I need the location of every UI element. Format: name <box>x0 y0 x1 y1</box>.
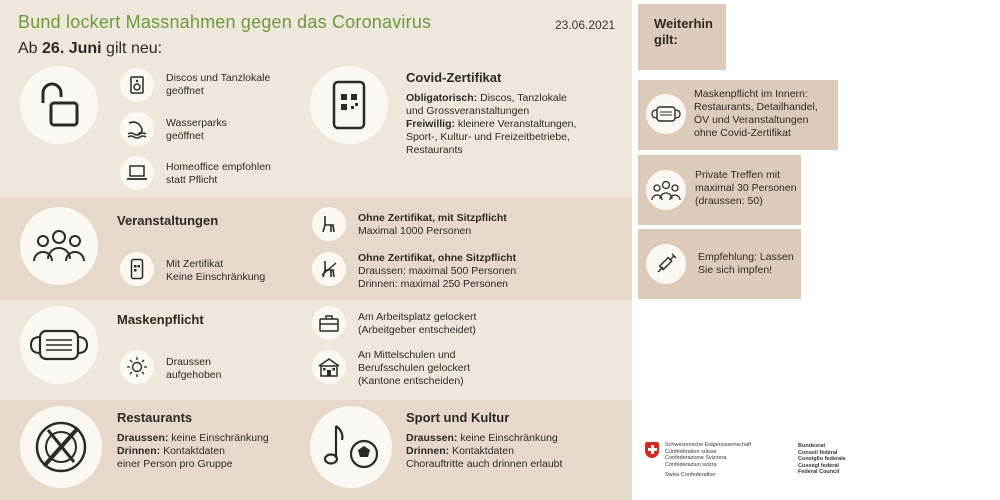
sidebar-private-box <box>638 155 801 225</box>
qr-phone-icon <box>310 66 388 144</box>
masks-title: Maskenpflicht <box>117 312 204 327</box>
sport-text: Draussen: keine Einschränkung Drinnen: Kontaktdaten Chorauftritte auch drinnen erlaubt <box>406 432 563 470</box>
chair-standing-icon <box>312 252 346 286</box>
confederation-names: Schweizerische Eidgenossenschaft Confédération suisse Confederazione Svizzera Confederaziun svizra Swiss Confederation <box>665 442 752 478</box>
school-icon <box>312 350 346 384</box>
briefcase-icon <box>312 306 346 340</box>
waterpark-icon <box>120 112 154 146</box>
waterpark-text: Wasserparks geöffnet <box>166 117 227 142</box>
restaurants-text: Draussen: keine Einschränkung Drinnen: Kontaktdaten einer Person pro Gruppe <box>117 432 269 470</box>
sidebar-mask-text: Maskenpflicht im Innern: Restaurants, Detailhandel, ÖV und Veranstaltungen ohne Covid-Zertifikat <box>694 88 818 139</box>
events-unseated-text: Ohne Zertifikat, ohne Sitzpflicht Draussen: maximal 500 Personen Drinnen: maximal 250 Personen <box>358 252 517 290</box>
events-seated-text: Ohne Zertifikat, mit Sitzpflicht Maximal 1000 Personen <box>358 212 507 237</box>
music-ball-icon <box>310 406 392 488</box>
events-title: Veranstaltungen <box>117 213 219 228</box>
homeoffice-text: Homeoffice empfohlen statt Pflicht <box>166 161 271 186</box>
sidebar-people-icon <box>646 170 686 210</box>
syringe-icon <box>646 244 686 284</box>
federal-council: Bundesrat Conseil fédéral Consiglio federale Cussegl federal Federal Council <box>798 443 846 475</box>
unlock-icon <box>20 66 98 144</box>
sidebar-mask-icon <box>646 94 686 134</box>
sport-title: Sport und Kultur <box>406 410 510 425</box>
sidebar-vaccine-box <box>638 229 801 299</box>
speaker-icon <box>120 68 154 102</box>
sidebar-mask-box <box>638 80 838 150</box>
cert-phone-icon <box>120 252 154 286</box>
sidebar-heading: Weiterhin gilt: <box>638 4 726 70</box>
page-title: Bund lockert Massnahmen gegen das Coronavirus <box>18 12 432 32</box>
restaurants-title: Restaurants <box>117 410 193 425</box>
sidebar-private-text: Private Treffen mit maximal 30 Personen (draussen: 50) <box>695 169 797 207</box>
swiss-flag-icon <box>645 442 659 458</box>
chair-icon <box>312 207 346 241</box>
sun-icon <box>120 350 154 384</box>
covid-text: Obligatorisch: Discos, Tanzlokale und Grossveranstaltungen Freiwillig: kleinere Veranstaltungen, Sport-, Kultur- und Freizeitbetriebe, Restaurants <box>406 92 577 156</box>
crowd-icon <box>20 207 98 285</box>
masks-work-text: Am Arbeitsplatz gelockert (Arbeitgeber entscheidet) <box>358 311 477 336</box>
cutlery-icon <box>20 406 102 488</box>
covid-title: Covid-Zertifikat <box>406 70 502 85</box>
subtitle: Ab 26. Juni gilt neu: <box>18 40 163 57</box>
laptop-icon <box>120 156 154 190</box>
events-cert-text: Mit Zertifikat Keine Einschränkung <box>166 258 266 283</box>
discos-text: Discos und Tanzlokale geöffnet <box>166 72 271 97</box>
masks-outdoor-text: Draussen aufgehoben <box>166 356 222 381</box>
sidebar-vaccine-text: Empfehlung: Lassen Sie sich impfen! <box>698 251 794 276</box>
swiss-logo <box>645 442 751 479</box>
masks-school-text: An Mittelschulen und Berufsschulen gelockert (Kantone entscheiden) <box>358 349 471 387</box>
mask-icon <box>20 306 98 384</box>
date-label: 23.06.2021 <box>555 18 616 32</box>
